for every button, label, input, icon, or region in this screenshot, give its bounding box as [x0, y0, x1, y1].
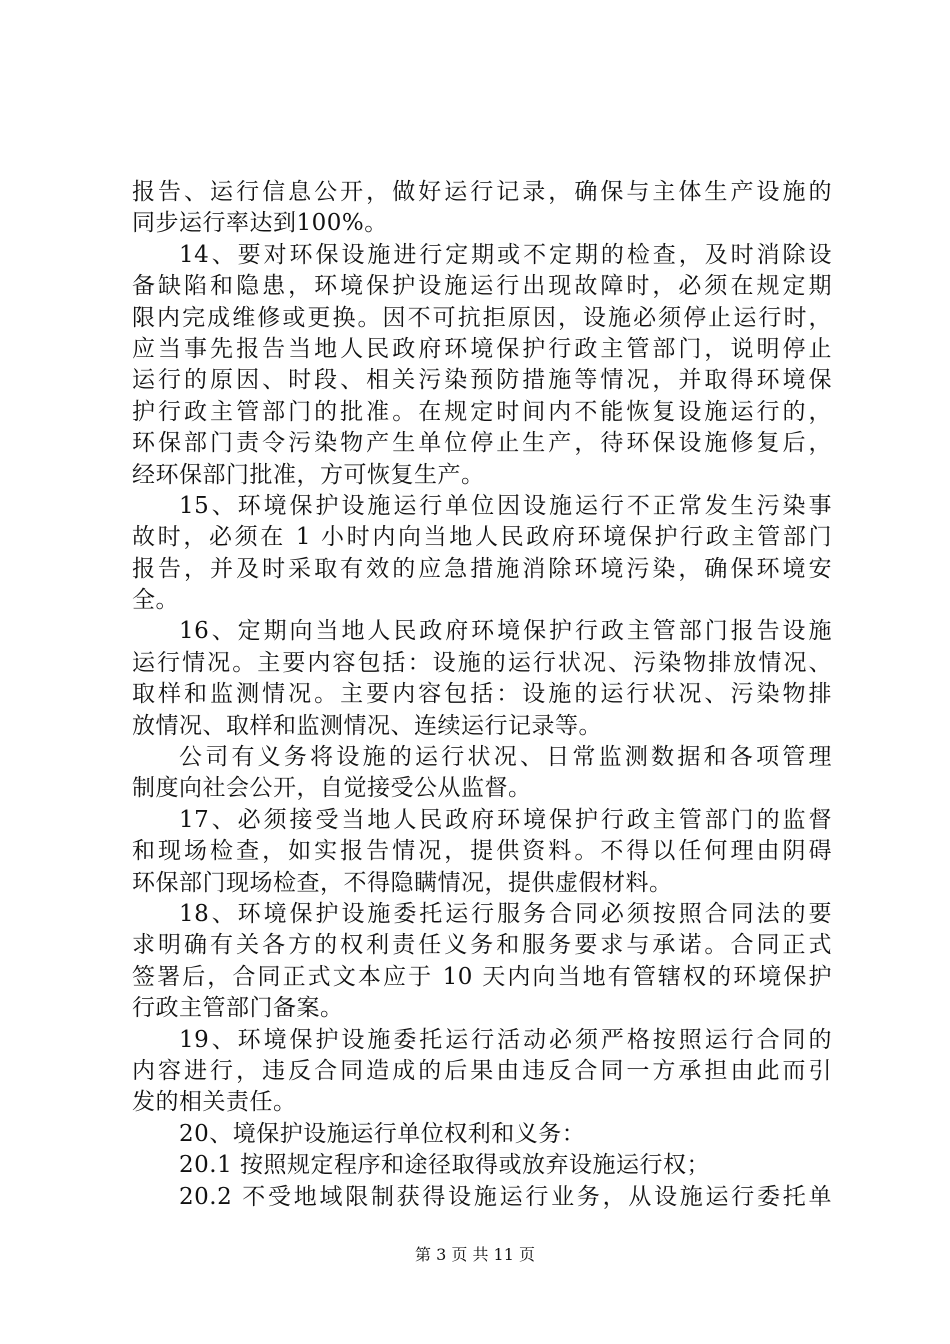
text-line: 同步运行率达到100%。 — [132, 210, 388, 237]
text-line: 和现场检查，如实报告情况，提供资料。不得以任何理由阴碍 — [132, 838, 832, 865]
text-line: 备缺陷和隐患，环境保护设施运行出现故障时，必须在规定期 — [132, 273, 832, 300]
text-line: 内容进行，违反合同造成的后果由违反合同一方承担由此而引 — [132, 1057, 832, 1084]
page-footer: 第 3 页 共 11 页 — [415, 1245, 535, 1264]
text-line: 护行政主管部门的批准。在规定时间内不能恢复设施运行的， — [132, 398, 832, 425]
text-line: 15、环境保护设施运行单位因设施运行不正常发生污染事 — [179, 492, 832, 519]
text-line: 放情况、取样和监测情况、连续运行记录等。 — [132, 712, 602, 739]
text-line: 公司有义务将设施的运行状况、日常监测数据和各项管理 — [179, 744, 832, 771]
text-line: 20、境保护设施运行单位权利和义务： — [179, 1120, 586, 1147]
text-line: 环保部门责令污染物产生单位停止生产，待环保设施修复后， — [132, 430, 832, 457]
text-line: 经环保部门批准，方可恢复生产。 — [132, 461, 485, 488]
text-line: 限内完成维修或更换。因不可抗拒原因，设施必须停止运行时， — [132, 304, 832, 331]
text-line: 应当事先报告当地人民政府环境保护行政主管部门，说明停止 — [132, 335, 832, 362]
text-line: 20.1 按照规定程序和途径取得或放弃设施运行权； — [179, 1152, 711, 1179]
text-line: 制度向社会公开，自觉接受公从监督。 — [132, 775, 532, 802]
text-line: 16、定期向当地人民政府环境保护行政主管部门报告设施 — [179, 618, 832, 645]
text-line: 求明确有关各方的权利责任义务和服务要求与承诺。合同正式 — [132, 932, 832, 959]
text-line: 环保部门现场检查，不得隐瞒情况，提供虚假材料。 — [132, 869, 673, 896]
document-body — [132, 177, 832, 1213]
text-line: 行政主管部门备案。 — [132, 995, 344, 1022]
text-line: 17、必须接受当地人民政府环境保护行政主管部门的监督 — [179, 806, 832, 833]
text-line: 签署后，合同正式文本应于 10 天内向当地有管辖权的环境保护 — [132, 963, 832, 990]
text-line: 运行的原因、时段、相关污染预防措施等情况，并取得环境保 — [132, 367, 832, 394]
text-line: 报告、运行信息公开，做好运行记录，确保与主体生产设施的 — [132, 179, 832, 205]
text-line: 20.2 不受地域限制获得设施运行业务，从设施运行委托单 — [179, 1183, 832, 1210]
text-line: 运行情况。主要内容包括：设施的运行状况、污染物排放情况、 — [132, 649, 832, 676]
text-line: 发的相关责任。 — [132, 1089, 297, 1116]
text-line: 19、环境保护设施委托运行活动必须严格按照运行合同的 — [179, 1026, 832, 1053]
text-line: 14、要对环保设施进行定期或不定期的检查，及时消除设 — [179, 241, 832, 268]
text-line: 全。 — [132, 587, 179, 614]
text-line: 报告，并及时采取有效的应急措施消除环境污染，确保环境安 — [132, 555, 832, 582]
text-line: 故时，必须在 1 小时内向当地人民政府环境保护行政主管部门 — [132, 524, 832, 551]
text-line: 18、环境保护设施委托运行服务合同必须按照合同法的要 — [179, 900, 832, 927]
text-line: 取样和监测情况。主要内容包括：设施的运行状况、污染物排 — [132, 681, 832, 708]
